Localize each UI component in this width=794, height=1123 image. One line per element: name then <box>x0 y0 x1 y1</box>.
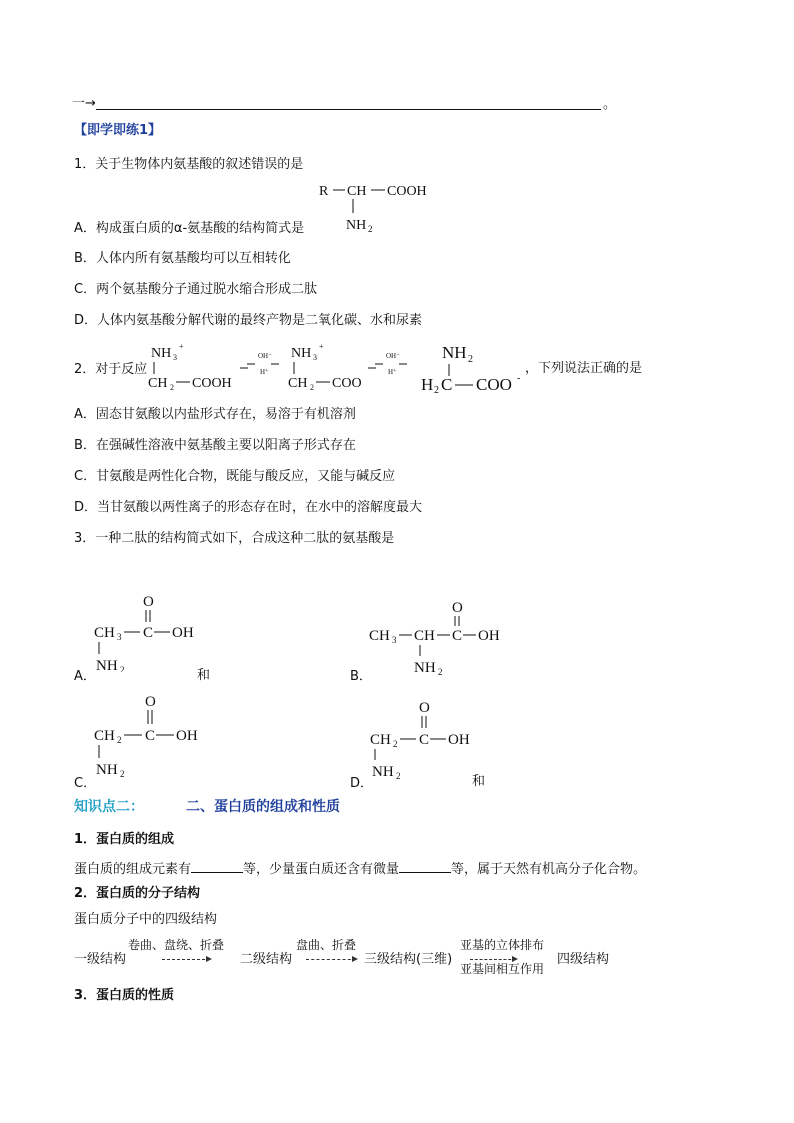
composition-text-1: 蛋白质的组成元素有 <box>74 862 192 877</box>
composition-heading: 1．蛋白质的组成 <box>74 832 175 847</box>
q3-a-ch: CH <box>94 625 115 641</box>
q2-s3-nh-sub: 2 <box>468 354 473 365</box>
q3-option-c-structure <box>90 692 210 780</box>
q3-d-ch: CH <box>370 732 391 748</box>
q2-s1-nh-sub: 3 <box>173 353 177 362</box>
q3-a-ch-sub: 3 <box>117 632 122 642</box>
q2-eq1-h: H⁺ <box>260 368 269 376</box>
q2-eq2-oh: OH⁻ <box>386 352 400 360</box>
q3-d-o: O <box>419 700 430 716</box>
q2-eq1-oh: OH⁻ <box>258 352 272 360</box>
composition-text-2: 等，少量蛋白质还含有微量 <box>243 862 400 877</box>
properties-heading: 3．蛋白质的性质 <box>74 988 175 1003</box>
q2-s3-minus: - <box>517 373 521 384</box>
arrow-2 <box>306 959 356 960</box>
q3-c-c: C <box>145 728 156 744</box>
practice-header: 【即学即练1】 <box>74 123 162 138</box>
q3-option-d-structure <box>366 698 486 782</box>
q2-option-c: C．甘氨酸是两性化合物，既能与酸反应，又能与碱反应 <box>74 469 396 484</box>
q2-stem-suffix: ，下列说法正确的是 <box>525 361 643 376</box>
q3-a-o: O <box>143 594 154 610</box>
q2-s3-h: H <box>421 375 434 394</box>
q2-s1-ch: CH <box>148 376 168 391</box>
q2-s1-cooh: COOH <box>192 376 232 391</box>
q3-d-c: C <box>419 732 430 748</box>
q3-c-ch-sub: 2 <box>117 735 122 745</box>
q1-cooh: COOH <box>387 184 427 199</box>
q2-option-a: A．固态甘氨酸以内盐形式存在，易溶于有机溶剂 <box>74 407 356 422</box>
condition-3-top: 亚基的立体排布 <box>460 938 545 952</box>
q2-s3-nh: NH <box>442 343 467 362</box>
q3-d-oh: OH <box>448 732 470 748</box>
level-2: 二级结构 <box>240 952 293 967</box>
q1-nh: NH <box>346 218 367 233</box>
top-line-end: 。 <box>603 97 617 112</box>
top-line-lead: 一→ <box>72 96 96 111</box>
q3-a-nh-sub: 2 <box>120 665 125 672</box>
q3-label-a: A． <box>74 669 96 684</box>
condition-3-bottom: 亚基间相互作用 <box>460 962 545 976</box>
q1-nh-sub: 2 <box>368 224 373 234</box>
q3-and-a: 和 <box>197 668 211 683</box>
q3-label-d: D． <box>350 776 374 791</box>
level-4: 四级结构 <box>557 952 610 967</box>
composition-text-3: 等，属于天然有机高分子化合物。 <box>451 862 647 877</box>
q3-c-ch: CH <box>94 728 115 744</box>
q2-s1-plus: + <box>179 342 184 351</box>
q2-s2-plus: + <box>319 342 324 351</box>
q3-b-oh: OH <box>478 628 500 644</box>
q2-s3-coo: COO <box>476 375 512 394</box>
level-1: 一级结构 <box>74 952 127 967</box>
q3-b-o: O <box>452 600 463 616</box>
q1-option-d: D．人体内氨基酸分解代谢的最终产物是二氧化碳、水和尿素 <box>74 313 423 328</box>
q1-r: R <box>319 184 329 199</box>
q3-a-c: C <box>143 625 154 641</box>
q1-stem: 1．关于生物体内氨基酸的叙述错误的是 <box>74 157 304 172</box>
level-3: 三级结构(三维) <box>364 952 453 967</box>
q2-s2-nh-sub: 3 <box>313 353 317 362</box>
q3-d-nh: NH <box>372 764 394 780</box>
q2-s2-nh: NH <box>291 346 312 361</box>
q1-amino-acid-formula <box>316 178 446 236</box>
q3-b-ch3-sub: 3 <box>392 635 397 645</box>
structure-intro: 蛋白质分子中的四级结构 <box>74 912 218 927</box>
q3-label-b: B． <box>350 669 372 684</box>
q3-c-nh-sub: 2 <box>120 769 125 779</box>
q2-s3-c: C <box>441 375 453 394</box>
q2-s1-nh: NH <box>151 346 172 361</box>
q2-s2-coo: COO <box>332 376 362 391</box>
q3-c-oh: OH <box>176 728 198 744</box>
composition-blank-2[interactable] <box>399 860 451 873</box>
composition-sentence <box>74 860 646 878</box>
condition-2: 盘曲、折叠 <box>296 938 357 952</box>
q2-s2-ch: CH <box>288 376 308 391</box>
q3-d-nh-sub: 2 <box>396 771 401 781</box>
q3-d-ch-sub: 2 <box>393 739 398 749</box>
q3-a-oh: OH <box>172 625 194 641</box>
structure-heading: 2．蛋白质的分子结构 <box>74 886 201 901</box>
q3-a-nh: NH <box>96 658 118 672</box>
q1-ch: CH <box>347 184 367 199</box>
condition-1: 卷曲、盘绕、折叠 <box>128 938 225 952</box>
q2-stem-prefix: 2．对于反应 <box>74 362 148 377</box>
q2-eq2-h: H⁺ <box>388 368 397 376</box>
q2-option-d: D．当甘氨酸以两性离子的形态存在时，在水中的溶解度最大 <box>74 500 423 515</box>
q3-option-a-structure <box>90 592 210 672</box>
arrow-1 <box>162 959 210 960</box>
q1-option-c: C．两个氨基酸分子通过脱水缩合形成二肽 <box>74 282 318 297</box>
fill-blank-line <box>96 109 601 110</box>
section2-tag: 知识点二： <box>74 799 144 815</box>
q2-s3-h-sub: 2 <box>434 385 439 396</box>
composition-blank-1[interactable] <box>191 860 243 873</box>
q2-reaction-equation <box>145 340 525 398</box>
q3-b-nh-sub: 2 <box>438 667 443 677</box>
q3-b-c: C <box>452 628 463 644</box>
q1-option-a: A．构成蛋白质的α-氨基酸的结构简式是 <box>74 221 305 236</box>
q3-label-c: C． <box>74 776 97 791</box>
q2-option-b: B．在强碱性溶液中氨基酸主要以阳离子形式存在 <box>74 438 356 453</box>
q3-stem: 3．一种二肽的结构简式如下，合成这种二肽的氨基酸是 <box>74 531 395 546</box>
q3-b-nh: NH <box>414 660 436 676</box>
q3-and-d: 和 <box>472 774 486 789</box>
q2-s1-ch-sub: 2 <box>170 383 174 392</box>
q3-b-ch: CH <box>414 628 435 644</box>
q1-option-b: B．人体内所有氨基酸均可以互相转化 <box>74 251 291 266</box>
q3-option-b-structure <box>366 598 516 678</box>
q3-c-o: O <box>145 694 156 710</box>
q3-b-ch3: CH <box>369 628 390 644</box>
arrow-3 <box>470 959 516 960</box>
section2-title: 二、蛋白质的组成和性质 <box>186 799 340 815</box>
q3-c-nh: NH <box>96 762 118 778</box>
q2-s2-ch-sub: 2 <box>310 383 314 392</box>
